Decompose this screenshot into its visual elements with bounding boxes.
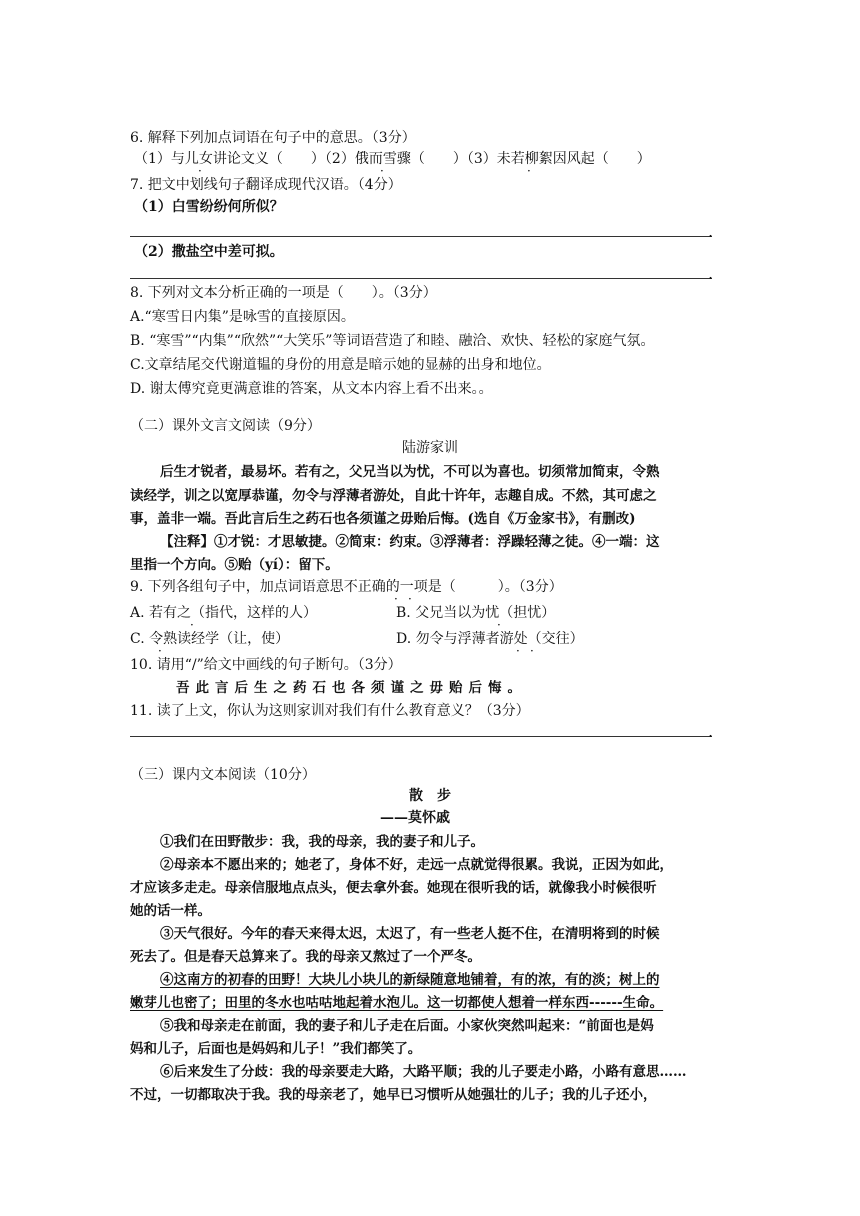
q9-option-c: C. 令熟读经学（让，使） (130, 631, 290, 647)
emphasis-dot: · (516, 644, 520, 658)
passage-2-line-3: 事，盖非一端。吾此言后生之药石也各须谨之毋贻后悔。(选自《万金家书》，有删改) (130, 511, 636, 527)
answer-line (130, 736, 712, 737)
passage-2-note-2: 里指一个方向。⑤贻（yí）：留下。 (130, 557, 339, 573)
emphasis-dot: · (380, 164, 384, 178)
passage-3-para-6: ⑥后来发生了分歧：我的母亲要走大路，大路平顺；我的儿子要走小路，小路有意思…… (160, 1064, 687, 1080)
q8-option-a: A.“寒雪日内集”是咏雪的直接原因。 (130, 309, 355, 325)
emphasis-dot: · (198, 164, 202, 178)
line-end-mark: . (708, 722, 714, 741)
q10-title: 10. 请用“/”给文中画线的句子断句。（3分） (130, 657, 402, 673)
q9-title: 9. 下列各组句子中，加点词语意思不正确的一项是（ ）。（3分） (130, 579, 563, 595)
passage-3-para-2: ②母亲本不愿出来的；她老了，身体不好，走远一点就觉得很累。我说，正因为如此， (160, 857, 673, 873)
q8-option-d: D. 谢太傅究竟更满意谁的答案，从文本内容上看不出来。。 (130, 381, 493, 397)
passage-2-line-1: 后生才锐者，最易坏。若有之，父兄当以为忧，不可以为喜也。切须常加简束，令熟 (160, 464, 660, 480)
section-3-heading: （三）课内文本阅读（10分） (130, 767, 316, 783)
emphasis-dot: · (190, 618, 194, 632)
passage-3-para-4: ④这南方的初春的田野！大块儿小块儿的新绿随意地铺着，有的浓，有的淡；树上的 (160, 972, 660, 988)
passage-3-para-3: ③天气很好。今年的春天来得太迟，太迟了，有一些老人挺不住，在清明将到的时候 (160, 926, 660, 942)
q9-option-b: B. 父兄当以为忧（担忧） (396, 605, 556, 621)
passage-3-title: 散 步 (409, 788, 451, 804)
line-end-mark: . (708, 264, 714, 283)
q7-sentence-2: （2）撒盐空中差可拟。 (134, 244, 284, 260)
passage-3-para-6: 不过，一切都取决于我。我的母亲老了，她早已习惯听从她强壮的儿子；我的儿子还小， (130, 1087, 657, 1103)
answer-line (130, 236, 712, 237)
q7-sentence-1: （1）白雪纷纷何所似？ (134, 199, 284, 215)
emphasis-dot: · (158, 644, 162, 658)
emphasis-dot: · (394, 592, 398, 606)
q6-title: 6. 解释下列加点词语在句子中的意思。（3分） (130, 130, 416, 146)
answer-line (130, 278, 712, 279)
q11-title: 11. 读了上文，你认为这则家训对我们有什么教育意义？（3分） (130, 703, 530, 719)
passage-2-note-1: 【注释】①才锐：才思敏捷。②简束：约束。③浮薄者：浮躁轻薄之徒。④一端：这 (160, 534, 660, 550)
passage-3-para-5: 妈和儿子，后面也是妈妈和儿子！”我们都笑了。 (130, 1041, 422, 1057)
q10-sentence: 吾此言后生之药石也各须谨之毋贻后悔。 (176, 680, 527, 696)
q8-title: 8. 下列对文本分析正确的一项是（ ）。（3分） (130, 285, 437, 301)
emphasis-dot: · (530, 644, 534, 658)
line-end-mark: . (708, 222, 714, 241)
emphasis-dot: · (527, 164, 531, 178)
passage-2-line-2: 读经学，训之以宽厚恭谨，勿令与浮薄者游处，自此十许年，志趣自成。不然，其可虑之 (130, 488, 657, 504)
passage-3-author: ——莫怀戚 (380, 810, 450, 826)
q7-title: 7. 把文中划线句子翻译成现代汉语。（4分） (130, 177, 402, 193)
q8-option-c: C.文章结尾交代谢道韫的身份的用意是暗示她的显赫的出身和地位。 (130, 357, 551, 373)
q8-option-b: B. “寒雪”“内集”“欣然”“大笑乐”等词语营造了和睦、融洽、欢快、轻松的家庭气氛。 (130, 333, 655, 349)
passage-3-para-1: ①我们在田野散步：我，我的母亲，我的妻子和儿子。 (160, 834, 484, 850)
passage-3-para-2: 才应该多走走。母亲信服地点点头，便去拿外套。她现在很听我的话，就像我小时候很听 (130, 880, 657, 896)
passage-3-para-4: 嫩芽儿也密了；田里的冬水也咕咕地起着水泡儿。这一切都使人想着一样东西------生命。 (130, 995, 664, 1011)
passage-2-title: 陆游家训 (402, 440, 458, 456)
q9-option-d: D. 勿令与浮薄者游处（交往） (396, 631, 584, 647)
section-2-heading: （二）课外文言文阅读（9分） (130, 418, 321, 434)
passage-3-para-5: ⑤我和母亲走在前面，我的妻子和儿子走在后面。小家伙突然叫起来：“前面也是妈 (160, 1018, 654, 1034)
passage-3-para-2: 她的话一样。 (130, 903, 211, 919)
emphasis-dot: · (408, 592, 412, 606)
q9-option-a: A. 若有之（指代，这样的人） (130, 605, 318, 621)
passage-3-para-3: 死去了。但是春天总算来了。我的母亲又熬过了一个严冬。 (130, 949, 481, 965)
emphasis-dot: · (497, 618, 501, 632)
q6-items: （1）与儿女讲论文义（ ）（2）俄而雪骤（ ）（3）未若柳絮因风起（ ） (134, 151, 651, 167)
